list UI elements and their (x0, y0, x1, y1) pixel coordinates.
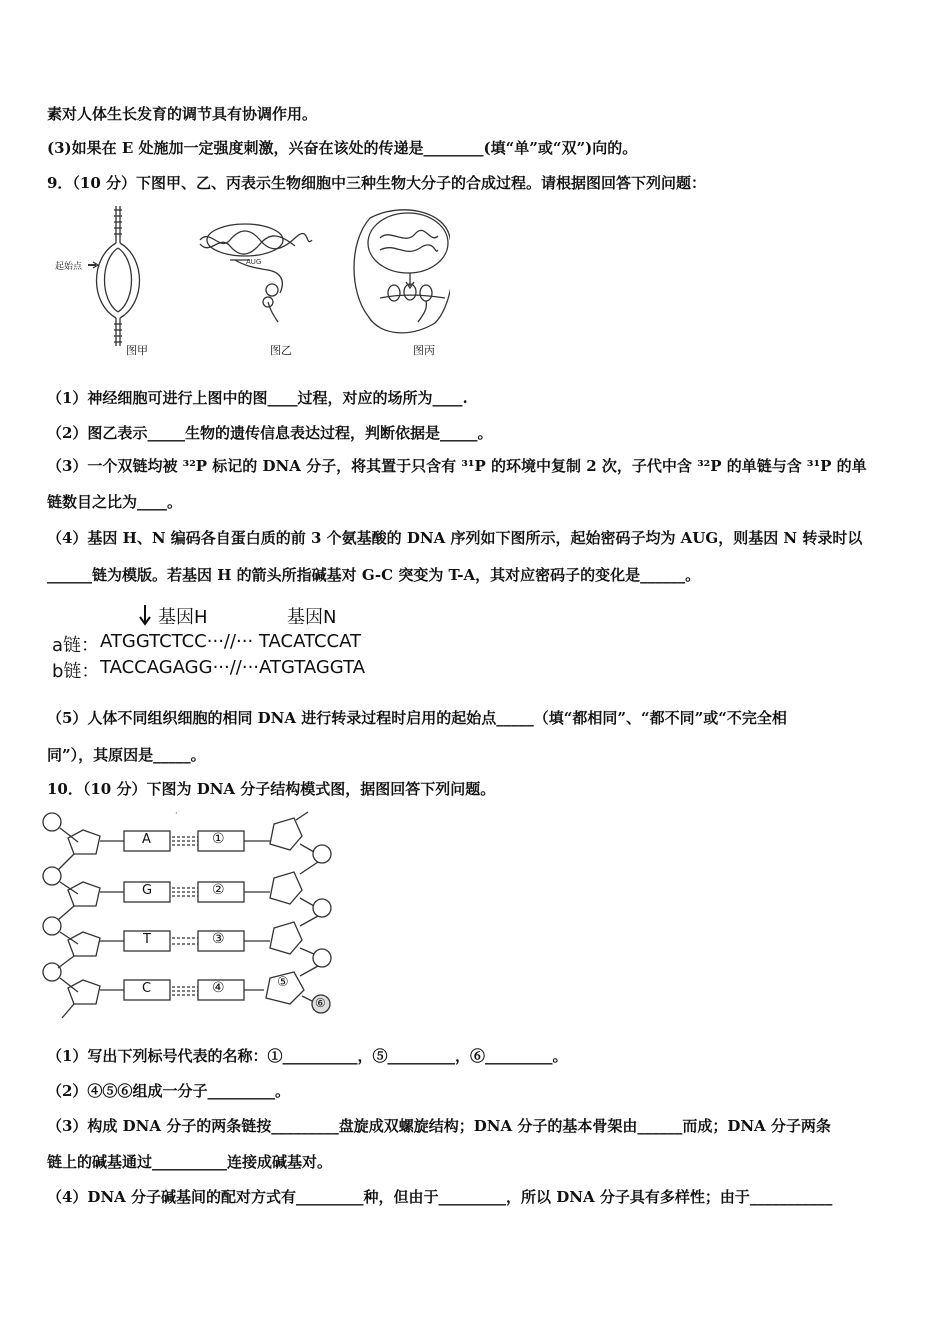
mutation-arrow-icon (135, 603, 155, 627)
base-a: A (142, 832, 151, 847)
figure-b-transcription (200, 224, 312, 322)
origin-label: 起始点 (55, 262, 83, 272)
figure-b-caption: 图乙 (270, 344, 292, 357)
question-10-part-3: （3）构成 DNA 分子的两条链按_________盘旋成双螺旋结构；DNA 分子的基本骨架由______而成；DNA 分子两条 (47, 1117, 831, 1135)
strand-b-label: b链： (52, 661, 100, 682)
mark-6: ⑥ (315, 996, 326, 1010)
figure-a-caption: 图甲 (126, 344, 148, 357)
question-9-part-4-cont: ______链为模版。若基因 H 的箭头所指碱基对 G-C 突变为 T-A，其对应密码子的变化是______。 (47, 566, 701, 584)
question-9-part-3-cont: 链数目之比为____。 (47, 493, 183, 511)
question-9-part-3: （3）一个双链均被 ³²P 标记的 DNA 分子，将其置于只含有 ³¹P 的环境中复制 2 次，子代中含 ³²P 的单链与含 ³¹P 的单 (47, 457, 867, 475)
question-9-part-2: （2）图乙表示_____生物的遗传信息表达过程，判断依据是_____。 (47, 424, 493, 442)
question-10-part-3-cont: 链上的碱基通过__________连接成碱基对。 (47, 1153, 333, 1171)
gene-h-label: 基因H (158, 607, 208, 628)
figure-c-cell (354, 210, 450, 333)
svg-text:·: · (175, 809, 178, 818)
mark-4: ④ (212, 980, 225, 996)
left-sugar (68, 830, 100, 854)
figure-c-caption: 图丙 (413, 344, 435, 357)
synthesis-figure (50, 198, 450, 368)
strand-a-sequence: ATGGTCTCC···//··· TACATCCAT (100, 631, 361, 652)
base-c: C (142, 981, 152, 996)
strand-a-label: a链： (52, 635, 100, 656)
gene-n-label: 基因N (287, 607, 337, 628)
question-9-stem: 9．（10 分）下图甲、乙、丙表示生物细胞中三种生物大分子的合成过程。请根据图回答下列问题： (47, 174, 707, 192)
dna-structure-diagram (38, 808, 338, 1020)
base-t: T (143, 932, 151, 947)
question-9-part-1: （1）神经细胞可进行上图中的图____过程，对应的场所为____. (47, 389, 468, 407)
question-9-part-5: （5）人体不同组织细胞的相同 DNA 进行转录过程时启用的起始点_____（填“都相同”、“都不同”或“不完全相 (47, 709, 787, 727)
question-10-part-4: （4）DNA 分子碱基间的配对方式有_________种，但由于_________，所以 DNA 分子具有多样性；由于___________ (47, 1188, 833, 1206)
strand-b-sequence: TACCAGAGG···//···ATGTAGGTA (100, 657, 366, 678)
question-10-part-1: （1）写出下列标号代表的名称：①__________，⑤_________，⑥_________。 (47, 1047, 568, 1065)
question-10-part-2: （2）④⑤⑥组成一分子_________。 (47, 1082, 290, 1100)
mark-3: ③ (212, 931, 225, 947)
question-10-stem: 10．（10 分）下图为 DNA 分子结构模式图，据图回答下列问题。 (47, 780, 496, 798)
question-8-part-3: (3)如果在 E 处施加一定强度刺激，兴奋在该处的传递是________(填“单”或“双”)向的。 (47, 139, 638, 157)
question-9-part-5-cont: 同”），其原因是_____。 (47, 746, 206, 764)
question-9-part-4: （4）基因 H、N 编码各自蛋白质的前 3 个氨基酸的 DNA 序列如下图所示，起始密码子均为 AUG，则基因 N 转录时以 (47, 529, 863, 547)
figure-a-replication (88, 206, 140, 346)
base-g: G (142, 883, 153, 898)
mark-2: ② (212, 882, 225, 898)
mark-5: ⑤ (277, 975, 289, 990)
text-line: 素对人体生长发育的调节具有协调作用。 (47, 105, 318, 123)
mark-1: ① (212, 831, 225, 847)
svg-text:AUG: AUG (246, 258, 262, 266)
